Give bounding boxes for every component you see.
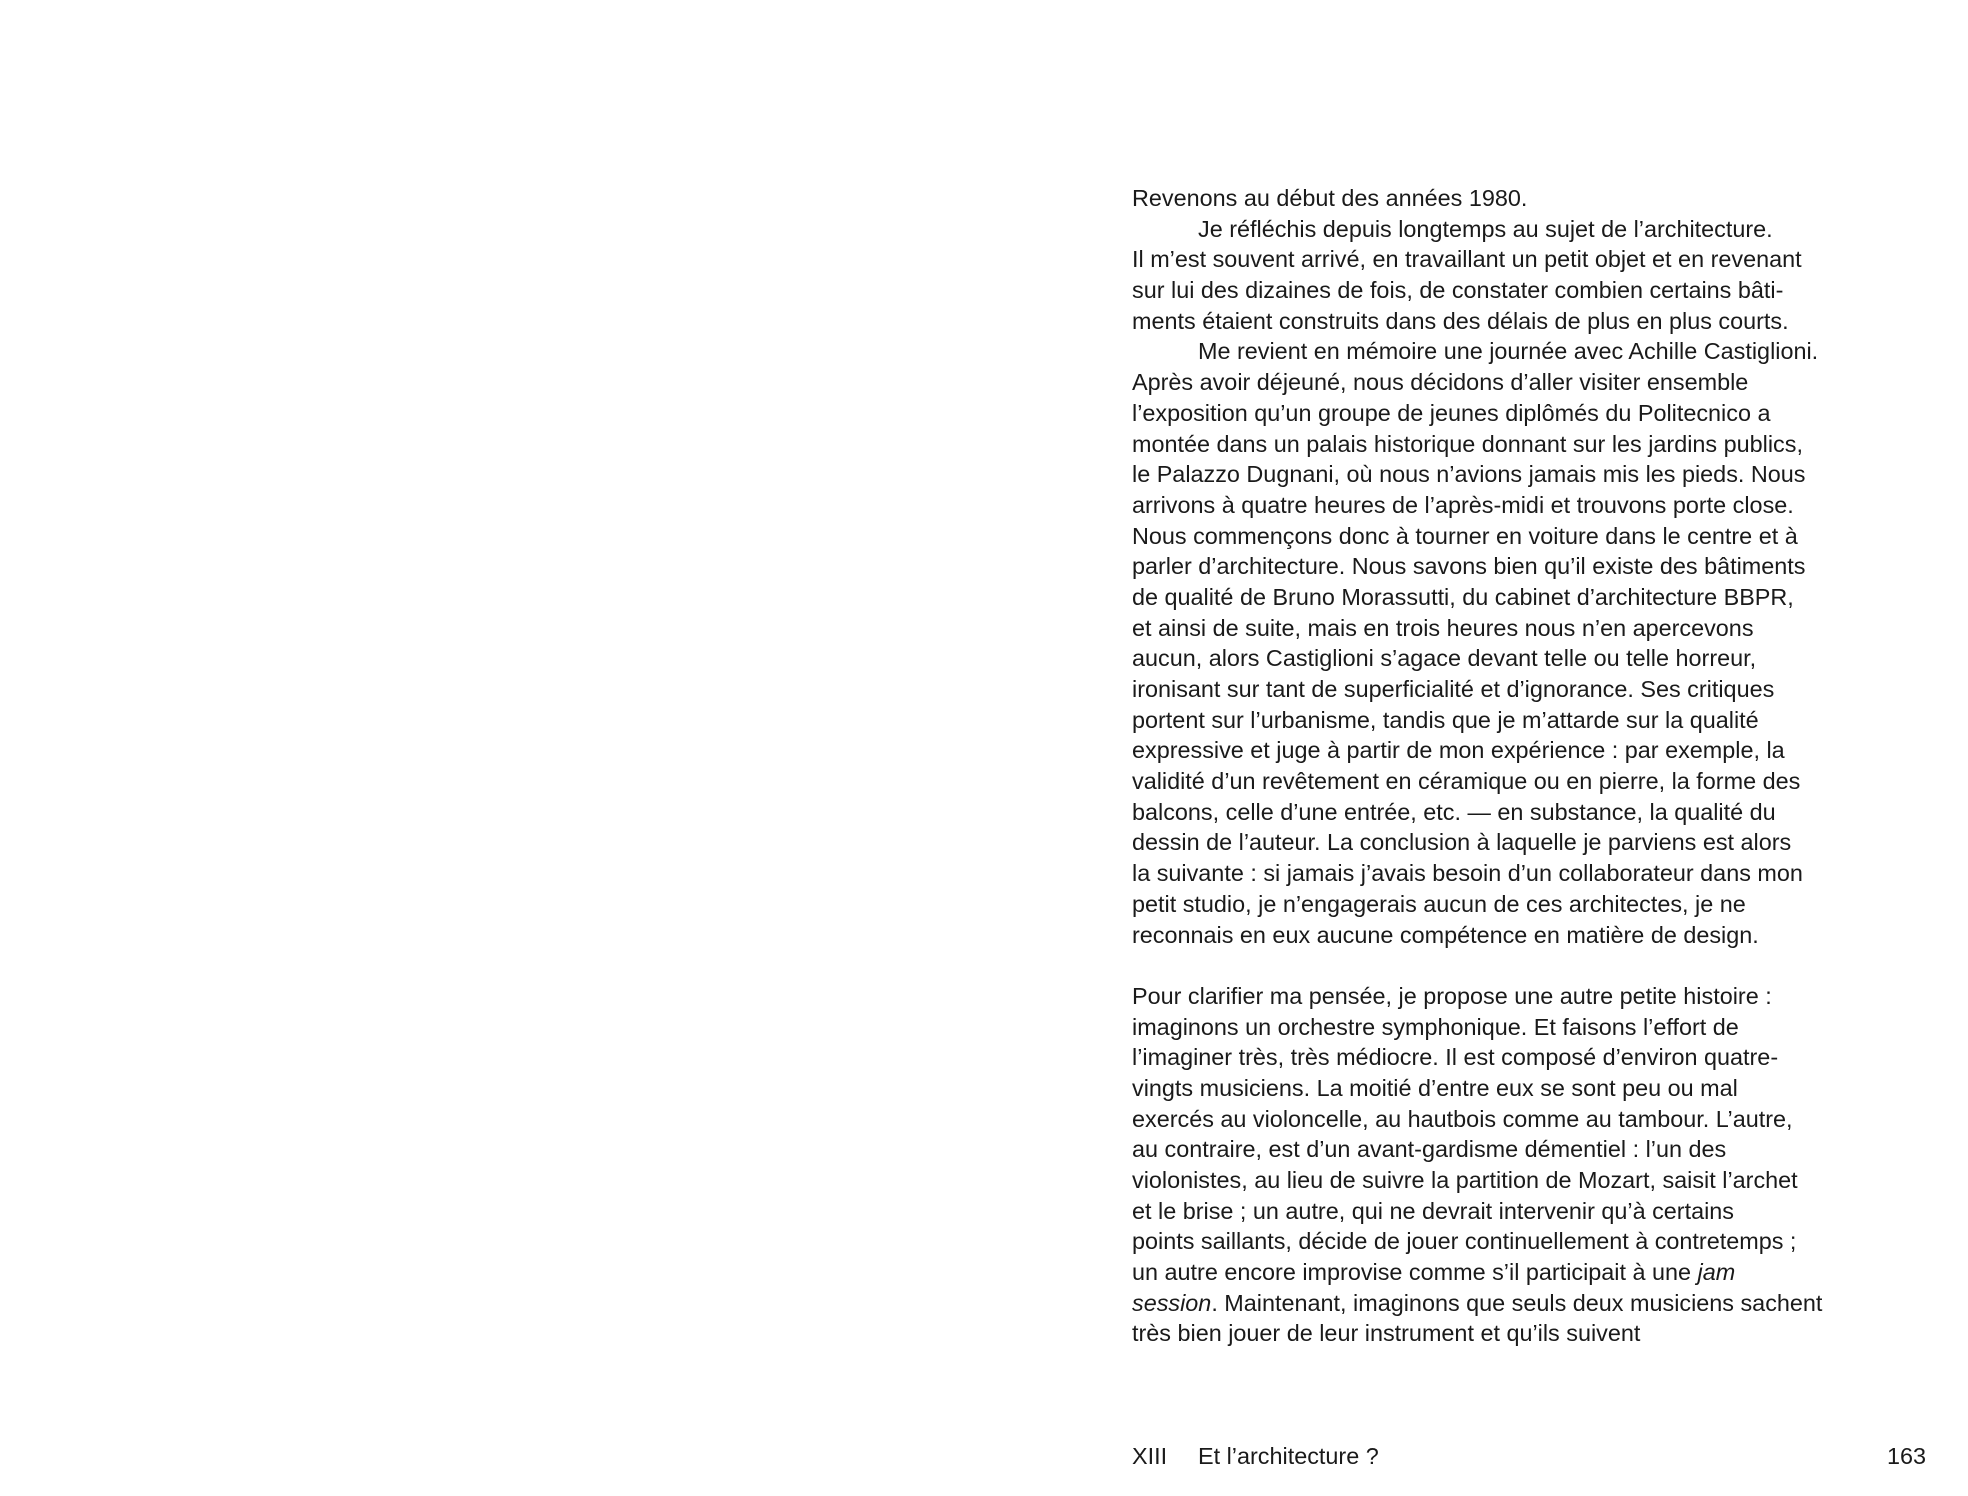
paragraph-4-line: [1132, 1288, 1932, 1319]
paragraph-3-line: la suivante : si jamais j’avais besoin d’un collaborateur dans mon: [1132, 860, 1803, 887]
line-text: un autre encore improvise comme s’il participait à une: [1132, 1259, 1698, 1286]
paragraph-4-line: points saillants, décide de jouer continuellement à contretemps ;: [1132, 1228, 1797, 1255]
paragraph-3-line: aucun, alors Castiglioni s’agace devant telle ou telle horreur,: [1132, 645, 1757, 672]
paragraph-3-line: Me revient en mémoire une journée avec Achille Castiglioni.: [1198, 338, 1819, 365]
paragraph-3-line: le Palazzo Dugnani, où nous n’avions jamais mis les pieds. Nous: [1132, 461, 1806, 488]
page-number: 163: [1886, 1443, 1926, 1469]
right-page: [984, 0, 1968, 1496]
paragraph-3-line: de qualité de Bruno Morassutti, du cabinet d’architecture BBPR,: [1132, 583, 1794, 610]
paragraph-3-line: portent sur l’urbanisme, tandis que je m’attarde sur la qualité: [1132, 706, 1759, 733]
paragraph-4-line: au contraire, est d’un avant-gardisme démentiel : l’un des: [1132, 1136, 1727, 1163]
paragraph-4-line: Pour clarifier ma pensée, je propose une autre petite histoire :: [1132, 982, 1772, 1009]
line-text: . Maintenant, imaginons que seuls deux musiciens sachent: [1211, 1289, 1823, 1316]
italic-term: jam: [1697, 1259, 1736, 1286]
paragraph-2-line: Il m’est souvent arrivé, en travaillant un petit objet et en revenant: [1132, 246, 1802, 273]
paragraph-3-line: reconnais en eux aucune compétence en matière de design.: [1132, 921, 1759, 948]
paragraph-4-line: [1132, 1257, 1932, 1288]
paragraph-4-line: et le brise ; un autre, qui ne devrait intervenir qu’à certains: [1132, 1197, 1734, 1224]
paragraph-4-line: très bien jouer de leur instrument et qu’ils suivent: [1132, 1320, 1641, 1347]
paragraph-2-line: Je réfléchis depuis longtemps au sujet de l’architecture.: [1198, 215, 1773, 242]
body-text: [1132, 183, 1932, 1349]
paragraph-4-line: l’imaginer très, très médiocre. Il est composé d’environ quatre-: [1132, 1044, 1779, 1071]
italic-term: session: [1132, 1289, 1212, 1316]
paragraph-4-line: violonistes, au lieu de suivre la partition de Mozart, saisit l’archet: [1132, 1167, 1798, 1193]
paragraph-2-line: ments étaient construits dans des délais de plus en plus courts.: [1132, 307, 1789, 334]
paragraph-3-line: expressive et juge à partir de mon expérience : par exemple, la: [1132, 737, 1785, 764]
paragraph-3-line: montée dans un palais historique donnant sur les jardins publics,: [1132, 430, 1803, 457]
chapter-title: Et l’architecture ?: [1198, 1443, 1379, 1469]
paragraph-2-line: sur lui des dizaines de fois, de constater combien certains bâti-: [1132, 277, 1784, 304]
paragraph-4-line: exercés au violoncelle, au hautbois comme au tambour. L’autre,: [1132, 1105, 1793, 1132]
chapter-number: XIII: [1132, 1443, 1168, 1469]
paragraph-3-line: arrivons à quatre heures de l’après-midi et trouvons porte close.: [1132, 491, 1794, 518]
paragraph-3-line: validité d’un revêtement en céramique ou en pierre, la forme des: [1132, 768, 1801, 795]
paragraph-3-line: l’exposition qu’un groupe de jeunes diplômés du Politecnico a: [1132, 399, 1771, 426]
paragraph-3-line: balcons, celle d’une entrée, etc. — en substance, la qualité du: [1132, 798, 1776, 825]
paragraph-3-line: et ainsi de suite, mais en trois heures nous n’en apercevons: [1132, 614, 1754, 641]
paragraph-spacer: [1132, 950, 1932, 981]
paragraph-4-line: vingts musiciens. La moitié d’entre eux se sont peu ou mal: [1132, 1074, 1738, 1101]
paragraph-1-line: Revenons au début des années 1980.: [1132, 185, 1528, 211]
running-footer: [1132, 1441, 1926, 1471]
paragraph-3-line: dessin de l’auteur. La conclusion à laquelle je parviens est alors: [1132, 829, 1792, 856]
paragraph-3-line: ironisant sur tant de superficialité et d’ignorance. Ses critiques: [1132, 676, 1775, 702]
paragraph-4-line: imaginons un orchestre symphonique. Et faisons l’effort de: [1132, 1013, 1739, 1040]
paragraph-3-line: parler d’architecture. Nous savons bien qu’il existe des bâtiments: [1132, 553, 1806, 580]
paragraph-3-line: petit studio, je n’engagerais aucun de ces architectes, je ne: [1132, 890, 1746, 917]
paragraph-3-line: Nous commençons donc à tourner en voiture dans le centre et à: [1132, 522, 1798, 549]
paragraph-3-line: Après avoir déjeuné, nous décidons d’aller visiter ensemble: [1132, 369, 1749, 396]
